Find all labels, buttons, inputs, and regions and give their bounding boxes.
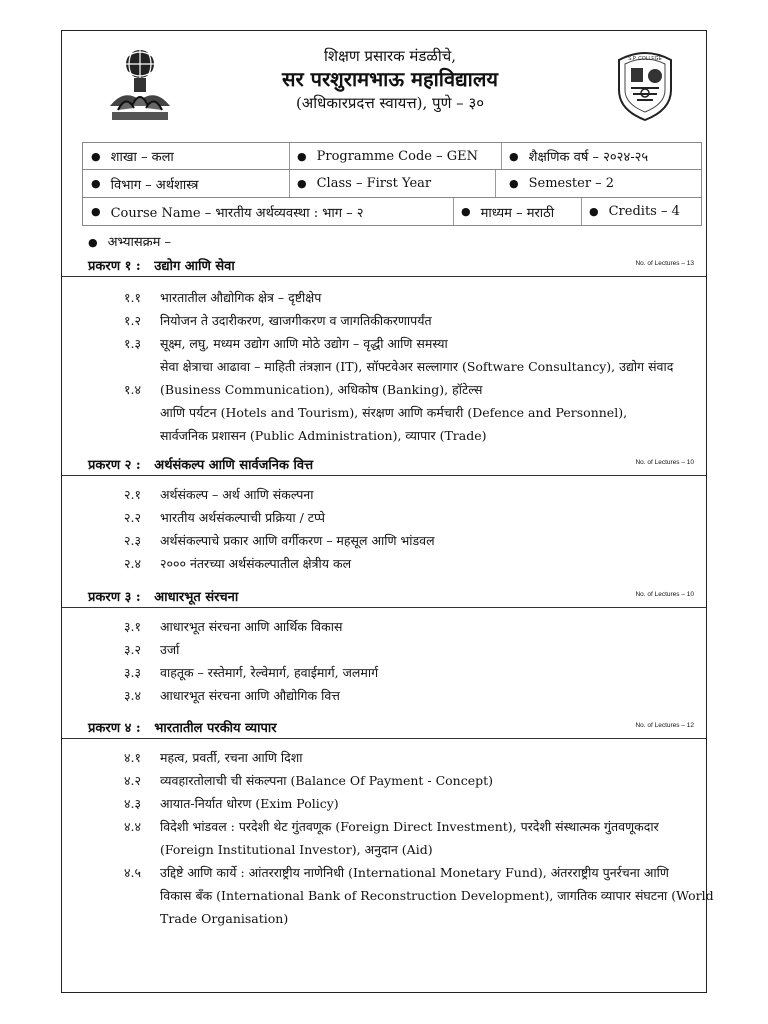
bullet-icon: ●	[91, 177, 101, 190]
bullet-icon: ●	[91, 149, 101, 163]
topic-text: (Business Communication), अधिकोष (Banking), हॉटेल्स	[160, 382, 483, 397]
topic-number: २.३	[124, 533, 141, 548]
topic-text: आयात-निर्यात धोरण (Exim Policy)	[160, 796, 339, 811]
lecture-count: No. of Lectures – 12	[635, 722, 694, 729]
department-field: विभाग – अर्थशास्त्र	[110, 177, 199, 193]
topic-number: ४.३	[124, 796, 141, 811]
info-row-1	[82, 142, 702, 170]
academic-year-field: शैक्षणिक वर्ष – २०२४-२५	[528, 150, 649, 165]
topic-text: व्यवहारतोलाची ची संकल्पना (Balance Of Payment - Concept)	[160, 773, 494, 788]
college-crest-icon	[613, 46, 677, 122]
bullet-icon: ●	[589, 205, 599, 218]
syllabus-label-row	[88, 232, 171, 250]
unit-header	[62, 453, 706, 476]
topic-text: अर्थसंकल्प – अर्थ आणि संकल्पना	[160, 487, 314, 502]
topic-number: ४.५	[124, 865, 141, 880]
topic-number: २.१	[124, 487, 141, 502]
bullet-icon: ●	[297, 149, 307, 163]
topic-number: २.२	[124, 510, 141, 525]
bullet-icon: ●	[461, 205, 471, 218]
unit-header	[62, 716, 706, 739]
topic-number: १.२	[124, 313, 141, 328]
topic-text: उद्दिष्टे आणि कार्ये : आंतरराष्ट्रीय नाणेनिधी (International Monetary Fund), अंतरराष्ट्रीय पुनर्रचना आणि	[160, 865, 669, 880]
topic-number: ४.४	[124, 819, 141, 834]
topic-number: २.४	[124, 556, 141, 571]
info-row-3	[82, 198, 702, 226]
topic-number: ४.२	[124, 773, 141, 788]
class-field: Class – First Year	[316, 176, 432, 191]
bullet-icon: ●	[297, 177, 307, 190]
header-society-name: शिक्षण प्रसारक मंडळीचे,	[323, 47, 456, 65]
lecture-count: No. of Lectures – 10	[635, 591, 694, 598]
bullet-icon: ●	[88, 236, 98, 249]
topic-text: महत्व, प्रवर्ती, रचना आणि दिशा	[160, 750, 303, 765]
topic-text: २००० नंतरच्या अर्थसंकल्पातील क्षेत्रीय कल	[160, 556, 352, 571]
topic-text: भारतीय अर्थसंकल्पाची प्रक्रिया / टप्पे	[160, 510, 326, 525]
semester-field: Semester – 2	[528, 176, 615, 191]
unit-title: प्रकरण २ : अर्थसंकल्प आणि सार्वजनिक वित्त	[88, 458, 314, 473]
programme-code-field: Programme Code – GEN	[316, 148, 478, 164]
syllabus-label: अभ्यासक्रम –	[107, 235, 172, 250]
topic-number: ३.३	[124, 665, 141, 680]
topic-number: ३.४	[124, 688, 141, 703]
crest-lettering: S.P. COLLEGE	[628, 56, 662, 62]
unit-title: प्रकरण ४ : भारतातील परकीय व्यापार	[88, 721, 277, 736]
topic-text: सेवा क्षेत्राचा आढावा – माहिती तंत्रज्ञान (IT), सॉफ्टवेअर सल्लागार (Software Consultancy), उद्योग संवाद	[160, 359, 674, 374]
topic-text: (Foreign Institutional Investor), अनुदान (Aid)	[160, 842, 433, 857]
topic-text: आधारभूत संरचना आणि आर्थिक विकास	[160, 619, 343, 634]
unit-header	[62, 254, 706, 277]
topic-text: वाहतूक – रस्तेमार्ग, रेल्वेमार्ग, हवाईमार्ग, जलमार्ग	[160, 665, 379, 680]
topic-text: सार्वजनिक प्रशासन (Public Administration), व्यापार (Trade)	[160, 428, 487, 443]
bullet-icon: ●	[509, 149, 519, 163]
topic-text: आणि पर्यटन (Hotels and Tourism), संरक्षण आणि कर्मचारी (Defence and Personnel),	[160, 405, 628, 420]
topic-text: विकास बँक (International Bank of Reconstruction Development), जागतिक व्यापार संघटना (World	[160, 888, 714, 903]
topic-text: अर्थसंकल्पाचे प्रकार आणि वर्गीकरण – महसूल आणि भांडवल	[160, 533, 435, 548]
faculty-field: शाखा – कला	[110, 150, 174, 165]
course-name-field: Course Name – भारतीय अर्थव्यवस्था : भाग – २	[110, 205, 364, 221]
topic-text: उर्जा	[160, 642, 180, 657]
unit-header	[62, 585, 706, 608]
lecture-count: No. of Lectures – 10	[635, 459, 694, 466]
topic-number: १.१	[124, 290, 141, 305]
topic-text: भारतातील औद्योगिक क्षेत्र – दृष्टीक्षेप	[160, 290, 322, 305]
topic-number: ४.१	[124, 750, 141, 765]
topic-number: ३.१	[124, 619, 141, 634]
topic-text: नियोजन ते उदारीकरण, खाजगीकरण व जागतिकीकरणापर्यंत	[160, 313, 432, 328]
unit-title: प्रकरण १ : उद्योग आणि सेवा	[88, 259, 235, 274]
institution-emblem-icon	[104, 44, 176, 124]
topic-number: १.३	[124, 336, 141, 351]
header-status-city: (अधिकारप्रदत्त स्वायत्त), पुणे – ३०	[295, 94, 485, 112]
topic-number: ३.२	[124, 642, 141, 657]
college-header	[180, 46, 600, 114]
credits-field: Credits – 4	[608, 204, 680, 219]
topic-text: विदेशी भांडवल : परदेशी थेट गुंतवणूक (Foreign Direct Investment), परदेशी संस्थात्मक गुंतवणूकदार	[160, 819, 659, 834]
medium-field: माध्यम – मराठी	[480, 205, 555, 221]
unit-title: प्रकरण ३ : आधारभूत संरचना	[88, 590, 239, 605]
topic-text: आधारभूत संरचना आणि औद्योगिक वित्त	[160, 688, 340, 703]
lecture-count: No. of Lectures – 13	[635, 260, 694, 267]
topic-text: सूक्ष्म, लघु, मध्यम उद्योग आणि मोठे उद्योग – वृद्धी आणि समस्या	[160, 336, 448, 351]
topic-text: Trade Organisation)	[160, 911, 289, 926]
info-row-2	[82, 170, 702, 198]
header-college-name: सर परशुरामभाऊ महाविद्यालय	[281, 67, 499, 91]
topic-number: १.४	[124, 382, 141, 397]
bullet-icon: ●	[509, 177, 519, 190]
bullet-icon: ●	[91, 205, 101, 218]
